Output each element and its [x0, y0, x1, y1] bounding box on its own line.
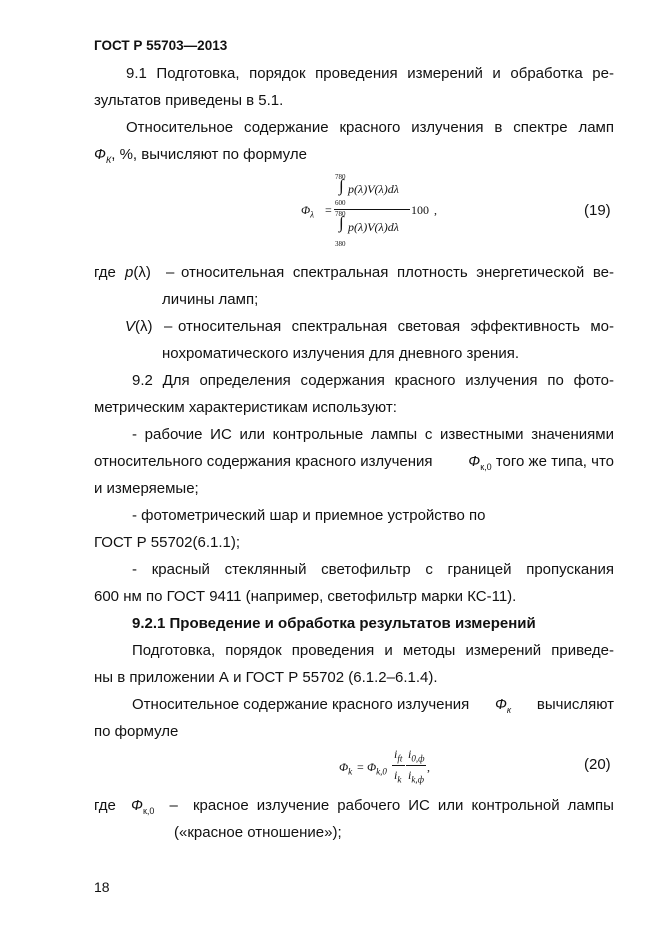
term-v-line-1: относительная спектральная световая эффективность мо- — [178, 318, 614, 335]
para-9-2-line-1: 9.2 Для определения содержания красного излучения по фото- — [132, 372, 614, 389]
where-19-word: где — [94, 264, 116, 281]
formula-19-lhs-sub: λ — [310, 209, 315, 220]
where-20-dash: – — [169, 797, 178, 814]
formula-20-rhs-symbol: Φ — [367, 760, 377, 774]
bullet-3-line-1: - красный стеклянный светофильтр с границей пропускания — [132, 561, 614, 578]
phi-k0-term — [131, 797, 154, 816]
bullet-2-line-1: - фотометрический шар и приемное устройство по — [132, 507, 486, 524]
formula-20-lhs-sub: k — [348, 766, 353, 777]
p2-line-1-pre: Относительное содержание красного излучения — [132, 696, 470, 713]
where-20-line-1 — [94, 797, 614, 816]
where-20-definition: красное излучение рабочего ИС или контрольной лампы — [192, 797, 614, 814]
section-9-2-1-p2-line-1 — [132, 696, 614, 715]
para-9-1-line-1: 9.1 Подготовка, порядок проведения измерений и обработка ре- — [126, 65, 614, 82]
intro-19-line-1: Относительное содержание красного излучения в спектре ламп — [126, 119, 614, 136]
formula-20-f2-num — [408, 747, 424, 763]
integral-sign-icon: ∫ — [339, 176, 344, 195]
formula-19-den-lower: 380 — [335, 240, 346, 248]
phi-k-inline — [495, 696, 511, 715]
phi-k-inline-subscript: к — [506, 705, 512, 715]
phi-k0-inline — [468, 453, 614, 472]
phi-k0-term-symbol: Ф — [131, 797, 143, 814]
term-p-lambda — [125, 264, 151, 281]
formula-19-lhs — [301, 203, 314, 219]
phi-k-subscript: К — [105, 155, 112, 165]
phi-k0-term-subscript: к,0 — [142, 806, 155, 816]
formula-20-comma: , — [427, 760, 430, 774]
f2-den-sub: k,ф — [411, 774, 424, 785]
formula-19-num-upper: 780 — [335, 173, 346, 181]
term-p-line-1: относительная спектральная плотность энергетической ве- — [181, 264, 614, 281]
formula-19-lhs-symbol: Φ — [301, 203, 311, 217]
term-v-arg: (λ) — [135, 318, 153, 335]
f1-den-sub: k — [397, 774, 402, 785]
term-v-symbol: V — [125, 318, 136, 335]
p2-line-1-post: вычисляют — [536, 696, 614, 713]
formula-20-number: (20) — [584, 756, 611, 773]
term-p-symbol: p — [125, 264, 134, 281]
term-p-dash: – — [166, 264, 175, 281]
f1-den-i: i — [394, 768, 398, 782]
formula-20-f1-den — [394, 768, 401, 784]
page-number: 18 — [94, 879, 110, 895]
section-9-2-1-p1-line-2: ны в приложении А и ГОСТ Р 55702 (6.1.2–6.1.4). — [94, 669, 438, 686]
phi-k-symbol: Ф — [94, 146, 106, 163]
term-v-lambda — [125, 318, 153, 335]
intro-19-rest: , %, вычисляют по формуле — [111, 146, 307, 163]
formula-19-den-upper: 780 — [335, 210, 346, 218]
formula-20-f2-den — [408, 768, 424, 784]
formula-19-equals: = — [325, 203, 332, 217]
formula-20-f1-num — [394, 747, 402, 763]
formula-20-rhs-sub: k,0 — [376, 766, 387, 777]
f1-num-i: i — [394, 747, 398, 761]
intro-19-line-2 — [94, 146, 307, 165]
section-9-2-1-p1-line-1: Подготовка, порядок проведения и методы измерений приведе- — [132, 642, 614, 659]
f1-num-sub: ft — [397, 753, 403, 764]
bullet-1-line-2 — [94, 453, 614, 472]
where-20-word: где — [94, 797, 116, 814]
bullet-1-line-2-pre: относительного содержания красного излучения — [94, 453, 433, 470]
bullet-2-line-2: ГОСТ Р 55702(6.1.1); — [94, 534, 241, 551]
f2-num-i: i — [408, 747, 412, 761]
para-9-1-line-2: зультатов приведены в 5.1. — [94, 92, 284, 109]
where-20-line-2: («красное отношение»); — [174, 824, 342, 841]
formula-19-factor: 100 — [411, 203, 429, 217]
formula-20-equals: = — [357, 760, 364, 774]
bullet-1-line-2-post: того же типа, что — [495, 453, 614, 470]
formula-19-num-lower: 600 — [335, 199, 346, 207]
fraction-bar — [392, 765, 405, 766]
formula-19-num-integrand: p(λ)V(λ)dλ — [348, 182, 399, 196]
term-p-arg: (λ) — [133, 264, 151, 281]
term-v-line-2: нохроматического излучения для дневного зрения. — [162, 345, 519, 362]
formula-20-rhs — [367, 760, 387, 776]
formula-19-comma: , — [434, 203, 437, 217]
formula-19-den-integrand: p(λ)V(λ)dλ — [348, 220, 399, 234]
bullet-1-line-1: - рабочие ИС или контрольные лампы с известными значениями — [132, 426, 614, 443]
bullet-3-line-2: 600 нм по ГОСТ 9411 (например, светофильтр марки КС-11). — [94, 588, 517, 605]
integral-sign-icon: ∫ — [339, 213, 344, 232]
formula-19-number: (19) — [584, 202, 611, 219]
f2-den-i: i — [408, 768, 412, 782]
formula-20-lhs — [339, 760, 352, 776]
term-v-dash: – — [164, 318, 173, 335]
section-9-2-1-heading: 9.2.1 Проведение и обработка результатов измерений — [132, 615, 536, 632]
formula-20-lhs-symbol: Φ — [339, 760, 349, 774]
f2-num-sub: 0,ф — [411, 753, 425, 764]
phi-k0-subscript: к,0 — [480, 462, 492, 472]
phi-k0-symbol: Ф — [468, 453, 481, 470]
section-9-2-1-p2-line-2: по формуле — [94, 723, 179, 740]
standard-header: ГОСТ Р 55703—2013 — [94, 38, 228, 53]
term-p-line-2: личины ламп; — [162, 291, 259, 308]
bullet-1-line-3: и измеряемые; — [94, 480, 199, 497]
fraction-bar — [406, 765, 426, 766]
para-9-2-line-2: метрическим характеристикам используют: — [94, 399, 397, 416]
phi-k-inline-symbol: Ф — [494, 696, 507, 713]
